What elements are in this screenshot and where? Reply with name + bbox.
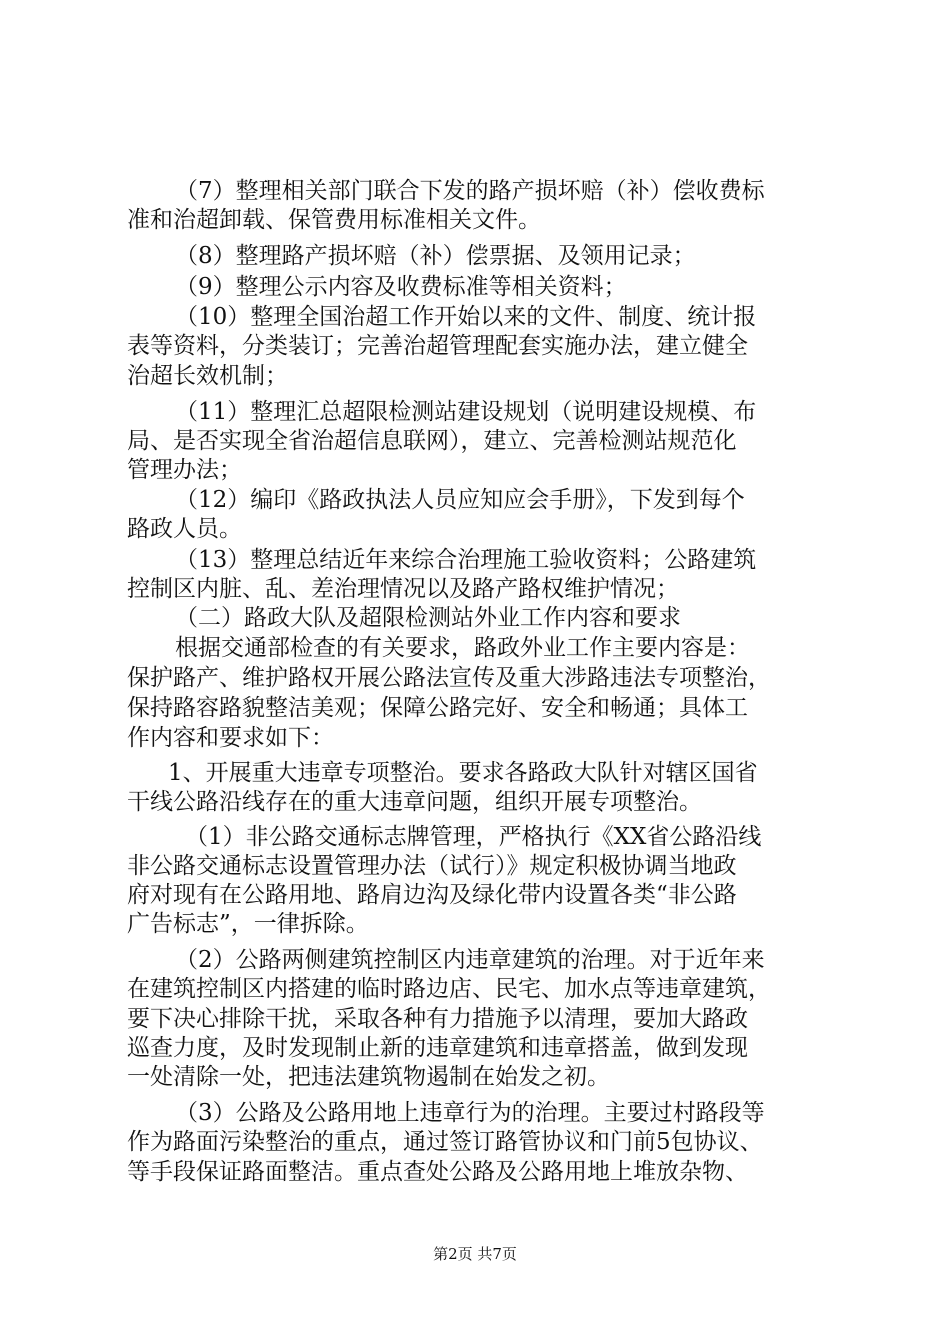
text-line: 在建筑控制区内搭建的临时路边店、民宅、加水点等违章建筑， <box>127 976 771 1002</box>
text-line: 路政人员。 <box>127 516 242 542</box>
text-line: 准和治超卸载、保管费用标准相关文件。 <box>127 207 541 233</box>
text-line: 保护路产、维护路权开展公路法宣传及重大涉路违法专项整治， <box>127 665 771 691</box>
text-line: （7）整理相关部门联合下发的路产损坏赔（补）偿收费标 <box>175 178 765 204</box>
text-line: 作为路面污染整治的重点，通过签订路管协议和门前5包协议、 <box>127 1129 763 1155</box>
text-line: 根据交通部检查的有关要求，路政外业工作主要内容是： <box>175 635 750 661</box>
text-line: 府对现有在公路用地、路肩边沟及绿化带内设置各类“非公路 <box>127 882 737 908</box>
text-line: （二）路政大队及超限检测站外业工作内容和要求 <box>175 605 681 631</box>
text-line: （9）整理公示内容及收费标准等相关资料； <box>175 274 627 300</box>
text-line: （13）整理总结近年来综合治理施工验收资料；公路建筑 <box>175 547 757 573</box>
text-line: （8）整理路产损坏赔（补）偿票据、及领用记录； <box>175 243 696 269</box>
text-line: 等手段保证路面整洁。重点查处公路及公路用地上堆放杂物、 <box>127 1159 748 1185</box>
text-line: （10）整理全国治超工作开始以来的文件、制度、统计报 <box>175 304 757 330</box>
text-line: 要下决心排除干扰，采取各种有力措施予以清理，要加大路政 <box>127 1006 748 1032</box>
text-line: （12）编印《路政执法人员应知应会手册》，下发到每个 <box>175 487 745 513</box>
page-footer: 第2页 共7页 <box>433 1245 517 1263</box>
text-line: 保持路容路貌整洁美观；保障公路完好、安全和畅通；具体工 <box>127 695 748 721</box>
text-line: （1）非公路交通标志牌管理，严格执行《XX省公路沿线 <box>185 824 762 850</box>
text-line: 巡查力度，及时发现制止新的违章建筑和违章搭盖，做到发现 <box>127 1035 748 1061</box>
text-line: （11）整理汇总超限检测站建设规划（说明建设规模、布 <box>175 399 757 425</box>
text-line: 作内容和要求如下： <box>127 725 334 751</box>
text-line: 1、开展重大违章专项整治。要求各路政大队针对辖区国省 <box>168 760 758 786</box>
text-line: 非公路交通标志设置管理办法（试行）》规定积极协调当地政 <box>127 853 737 879</box>
text-line: （3）公路及公路用地上违章行为的治理。主要过村路段等 <box>175 1100 765 1126</box>
text-line: （2）公路两侧建筑控制区内违章建筑的治理。对于近年来 <box>175 947 765 973</box>
text-line: 局、是否实现全省治超信息联网），建立、完善检测站规范化 <box>127 428 737 454</box>
text-line: 表等资料，分类装订；完善治超管理配套实施办法，建立健全 <box>127 333 748 359</box>
text-line: 管理办法； <box>127 457 242 483</box>
text-line: 干线公路沿线存在的重大违章问题，组织开展专项整治。 <box>127 789 702 815</box>
text-line: 治超长效机制； <box>127 363 288 389</box>
text-line: 广告标志”，一律拆除。 <box>127 911 369 937</box>
text-line: 控制区内脏、乱、差治理情况以及路产路权维护情况； <box>127 576 679 602</box>
text-line: 一处清除一处，把违法建筑物遏制在始发之初。 <box>127 1064 610 1090</box>
